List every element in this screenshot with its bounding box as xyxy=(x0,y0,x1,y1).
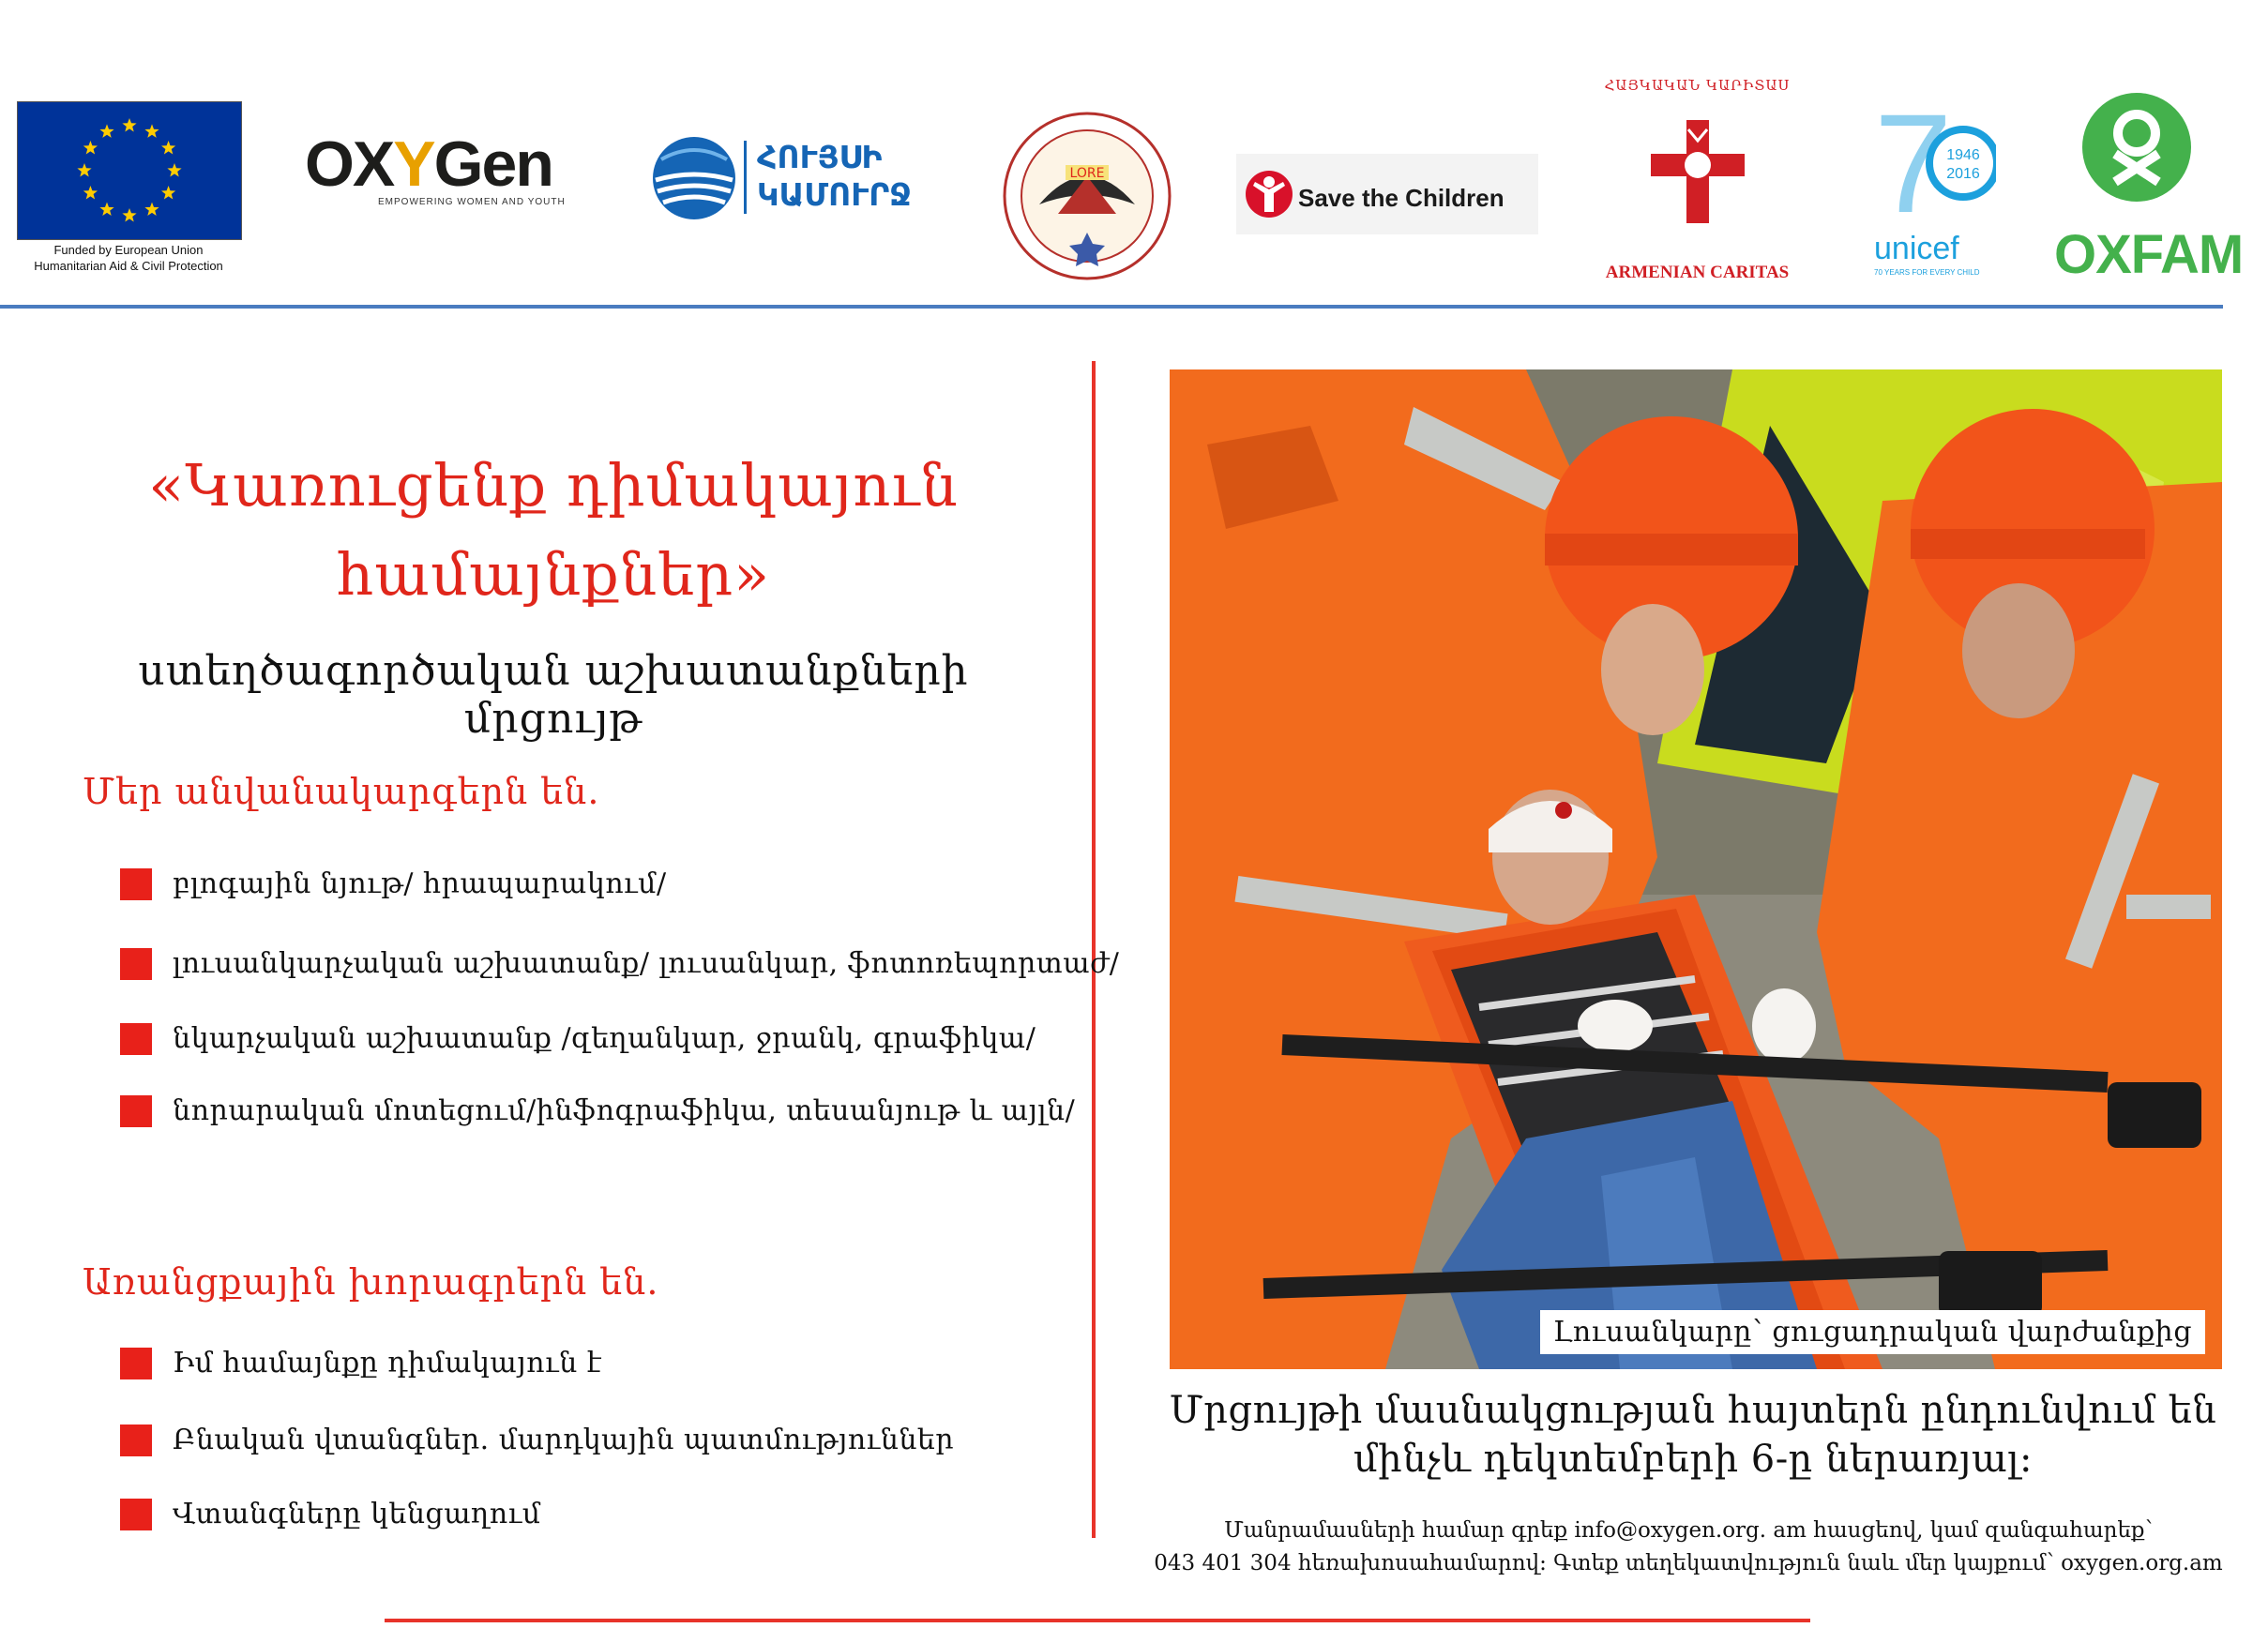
eu-star-icon xyxy=(161,141,175,155)
eu-star-icon xyxy=(77,163,91,177)
nomination-item xyxy=(120,1094,1075,1127)
eu-star-icon xyxy=(167,163,181,177)
eu-star-icon xyxy=(144,124,159,138)
unicef-year-to: 2016 xyxy=(1946,166,1980,182)
photo-illustration xyxy=(1170,369,2222,1369)
armenian-caritas-logo xyxy=(1587,77,1807,283)
contact-info xyxy=(1111,1515,2265,1580)
nomination-item xyxy=(120,947,1119,980)
eu-star-icon xyxy=(122,118,136,132)
oxfam-logo xyxy=(2054,92,2244,285)
save-the-children-logo xyxy=(1236,154,1538,234)
title-line1: «Կառուցենք դիմակայուն xyxy=(148,451,959,520)
eu-caption-line2: Humanitarian Aid & Civil Protection xyxy=(34,259,223,273)
red-square-bullet xyxy=(120,1499,152,1530)
nominations-heading: Մեր անվանակարգերն են. xyxy=(83,771,600,812)
oxygen-tagline: EMPOWERING WOMEN AND YOUTH xyxy=(378,197,566,207)
save-the-children-text: Save the Children xyxy=(1298,184,1504,212)
unicef-year-from: 1946 xyxy=(1946,147,1980,163)
bridge-separator xyxy=(744,141,747,214)
caritas-top-text: ՀԱՅԿԱԿԱՆ ԿԱՐԻՏԱՍ xyxy=(1604,77,1791,94)
deadline-notice xyxy=(1126,1386,2260,1484)
red-square-bullet xyxy=(120,1095,152,1127)
eu-stars-icon xyxy=(18,102,241,239)
save-the-children-icon xyxy=(1246,169,1293,219)
theme-item xyxy=(120,1347,602,1379)
footer-divider xyxy=(385,1619,1810,1622)
theme-item xyxy=(120,1498,541,1530)
eu-star-icon xyxy=(83,141,98,155)
themes-heading: Առանցքային խորագրերն են. xyxy=(83,1261,659,1303)
eu-star-icon xyxy=(99,203,113,216)
unicef-70-logo xyxy=(1874,81,1996,282)
nomination-text: բլոգային նյութ/ հրապարակում/ xyxy=(173,867,667,900)
theme-text: Վտանգները կենցաղում xyxy=(173,1498,541,1530)
unicef-subtitle: 70 YEARS FOR EVERY CHILD xyxy=(1874,268,1980,277)
nomination-text: նկարչական աշխատանք /զեղանկար, ջրանկ, գրաֆիկա/ xyxy=(173,1022,1036,1055)
title-line2: համայնքներ» xyxy=(336,540,771,609)
lore-text: LORE xyxy=(1069,166,1105,181)
bridge-line2: ԿԱՄՈՒՐՋ xyxy=(757,176,912,213)
oxygen-wordmark xyxy=(305,128,586,200)
theme-text: Բնական վտանգներ. մարդկային պատմություններ xyxy=(173,1424,955,1456)
lore-emblem-icon xyxy=(1002,111,1172,281)
oxygen-word-part3: Gen xyxy=(433,128,552,200)
red-square-bullet xyxy=(120,948,152,980)
oxfam-icon xyxy=(2081,92,2192,203)
contact-line1: Մանրամասների համար գրեք info@oxygen.org. am հասցեով, կամ զանգահարեք՝ xyxy=(1224,1518,2153,1543)
eu-star-icon xyxy=(99,124,113,138)
red-square-bullet xyxy=(120,1348,152,1379)
svg-text:7: 7 xyxy=(1874,84,1953,231)
nomination-item xyxy=(120,1022,1036,1055)
caritas-bottom-text: ARMENIAN CARITAS xyxy=(1605,263,1790,282)
nomination-text: նորարական մոտեցում/ինֆոգրաֆիկա, տեսանյութ և այլն/ xyxy=(173,1094,1076,1127)
red-square-bullet xyxy=(120,868,152,900)
deadline-line2: մինչև դեկտեմբերի 6-ը ներառյալ: xyxy=(1353,1438,2033,1481)
bridge-wordmark xyxy=(757,139,912,214)
oxygen-word-part1: OX xyxy=(305,128,394,200)
caritas-cross-icon xyxy=(1651,120,1745,223)
eu-star-icon xyxy=(144,203,159,216)
theme-item xyxy=(120,1424,954,1456)
unicef-70-icon xyxy=(1874,81,1996,231)
eu-caption-line1: Funded by European Union xyxy=(53,243,204,257)
bridge-line1: ՀՈՒՅՍԻ xyxy=(757,139,883,175)
lore-rescue-team-logo xyxy=(1002,111,1172,281)
nomination-text: լուսանկարչական աշխատանք/ լուսանկար, ֆոտոռեպորտաժ/ xyxy=(173,947,1120,980)
red-square-bullet xyxy=(120,1023,152,1055)
eu-caption xyxy=(17,242,240,274)
page-title xyxy=(56,441,1051,619)
nomination-item xyxy=(120,867,667,900)
deadline-line1: Մրցույթի մասնակցության հայտերն ընդունվում են xyxy=(1169,1389,2217,1432)
red-square-bullet xyxy=(120,1424,152,1456)
header-divider xyxy=(0,305,2223,309)
oxygen-word-part2: Y xyxy=(393,128,434,200)
eu-flag-logo xyxy=(17,101,242,240)
contact-line2: 043 401 304 հեռախոսահամարով: Գտեք տեղեկատվություն նաև մեր կայքում՝ oxygen.org.am xyxy=(1154,1551,2223,1575)
eu-star-icon xyxy=(161,186,175,200)
unicef-wordmark: unicef xyxy=(1874,231,1959,266)
oxfam-wordmark: OXFAM xyxy=(2054,224,2244,285)
oxygen-logo xyxy=(305,128,586,216)
rescue-training-photo xyxy=(1170,369,2222,1369)
theme-text: Իմ համայնքը դիմակայուն է xyxy=(173,1347,602,1379)
eu-star-icon xyxy=(83,186,98,200)
eu-star-icon xyxy=(122,208,136,222)
bridge-of-hope-logo xyxy=(652,131,943,225)
photo-caption: Լուսանկարը՝ ցուցադրական վարժանքից xyxy=(1540,1310,2205,1354)
bridge-globe-icon xyxy=(652,131,736,225)
page-subtitle: ստեղծագործական աշխատանքների մրցույթ xyxy=(138,647,969,743)
